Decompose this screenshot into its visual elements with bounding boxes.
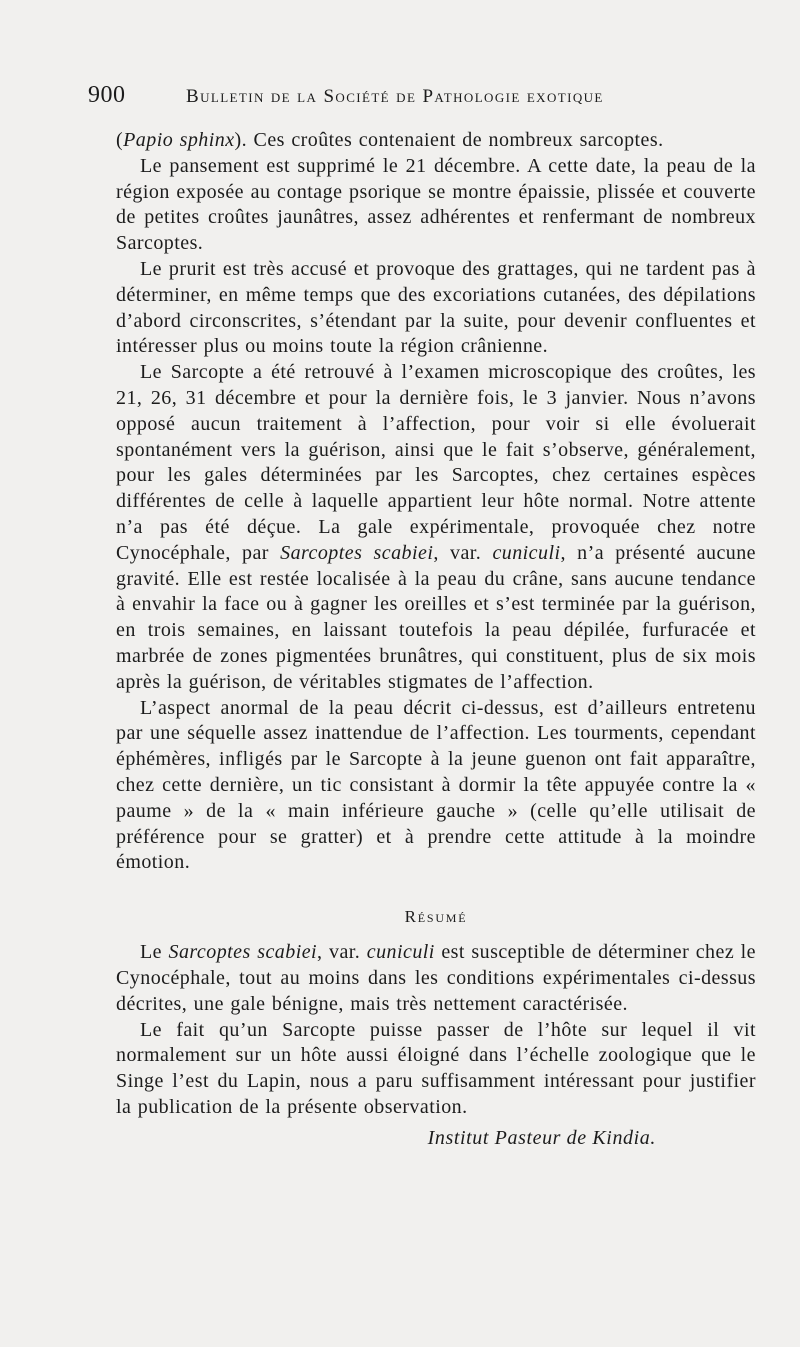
resume-paragraph: Le Sarcoptes scabiei, var. cuniculi est susceptible de déterminer chez le Cynocéphale, tout au moins dans les conditions expérimentales ci-dessus décrites, une gale bénigne, mais très nettement caractérisée. [116,941,756,1015]
resume-paragraph: Le fait qu’un Sarcopte puisse passer de l’hôte sur lequel il vit normalement sur un hôte aussi éloigné dans l’échelle zoologique que le Singe l’est du Lapin, nous a paru suffisamment intéressant pour justifier la publication de la présente observation. [116,1018,756,1118]
running-title: Bulletin de la Société de Pathologie exotique [186,86,604,107]
paragraph: Le pansement est supprimé le 21 décembre. A cette date, la peau de la région exposée au contage psorique se montre épaissie, plissée et couverte de petites croûtes jaunâtres, assez adhérentes et renfermant de nombreux Sarcoptes. [116,154,756,255]
variety-name: cuniculi [492,541,561,564]
page-number: 900 [88,82,126,108]
paragraph: Le prurit est très accusé et provoque des grattages, qui ne tardent pas à déterminer, en même temps que des excoriations cutanées, des dépilations d’abord circonscrites, s’étendant par la suite, pour devenir confluentes et intéresser plus ou moins toute la région crânienne. [116,257,756,358]
section-heading-resume: Résumé [404,907,468,927]
paragraph-continued: (Papio sphinx). Ces croûtes contenaient de nombreux sarcoptes. [116,129,664,151]
species-name: Sarcoptes scabiei [280,541,434,564]
species-name: Papio sphinx [123,129,235,151]
paragraph: L’aspect anormal de la peau décrit ci-dessus, est d’ailleurs entretenu par une séquelle assez inattendue de l’affection. Les tourments, cependant éphémères, infligés par le Sarcopte à la jeune guenon ont fait apparaître, chez cette dernière, un tic consistant à dormir la tête appuyée contre la « paume » de la « main inférieure gauche » (celle qu’elle utilisait de préférence pour se gratter) et à prendre cette attitude à la moindre émotion. [116,696,756,874]
page-header [88,82,728,118]
variety-name: cuniculi [366,941,435,964]
signature: Institut Pasteur de Kindia. [427,1126,656,1149]
species-name: Sarcoptes scabiei [168,941,318,964]
paragraph: Le Sarcopte a été retrouvé à l’examen microscopique des croûtes, les 21, 26, 31 décembre et pour la dernière fois, le 3 janvier. Nous n’avons opposé aucun traitement à l’affection, pour voir si elle évoluerait spontanément vers la guérison, ainsi que le fait s’observe, généralement, pour les gales déterminées par les Sarcoptes, chez certaines espèces différentes de celle à laquelle appartient leur hôte normal. Notre attente n’a pas été déçue. La gale expérimentale, provoquée chez notre Cynocéphale, par Sarcoptes scabiei, var. cuniculi, n’a présenté aucune gravité. Elle est restée localisée à la peau du crâne, sans aucune tendance à envahir la face ou à gagner les oreilles et s’est terminée par la guérison, en trois semaines, en laissant toutefois la peau dépilée, furfuracée et marbrée de zones pigmentées brunâtres, qui constituent, plus de six mois après la guérison, de véritables stigmates de l’affection. [116,361,757,693]
article-body [116,128,756,1151]
